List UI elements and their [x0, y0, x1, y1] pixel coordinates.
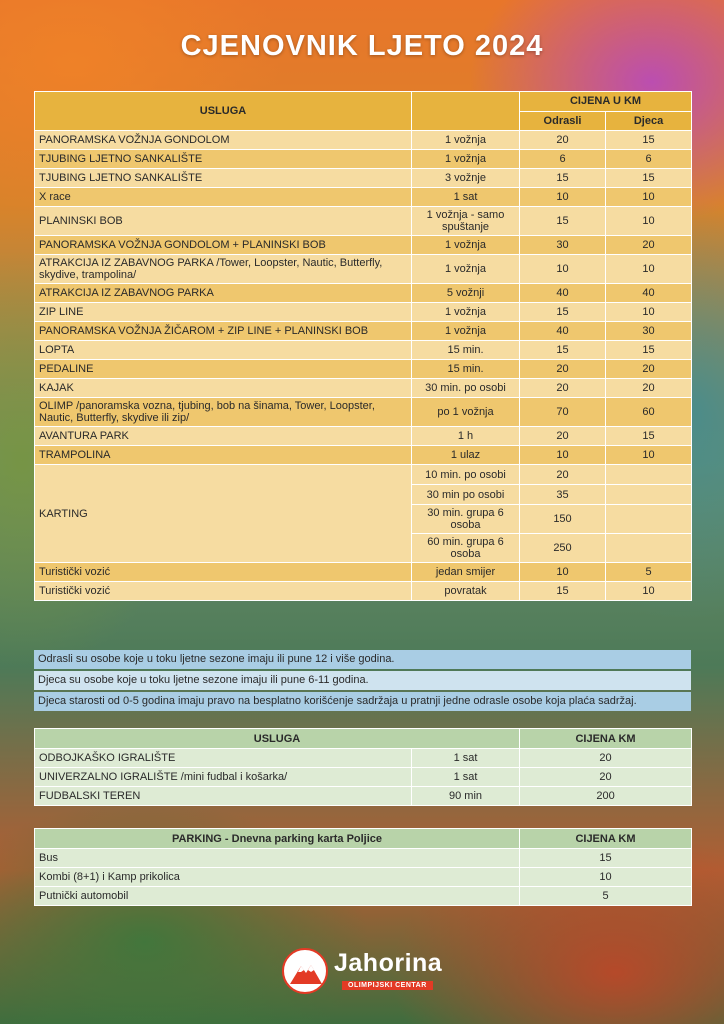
service-unit: 1 vožnja: [412, 303, 520, 322]
sports-header-price: CIJENA KM: [520, 729, 692, 749]
price-kids: 10: [606, 582, 692, 601]
karting-row: [35, 465, 692, 485]
price-adults: 10: [520, 255, 606, 284]
price-row: [35, 169, 692, 188]
service-unit: 90 min: [412, 787, 520, 806]
service-unit: 1 h: [412, 427, 520, 446]
service-unit: 1 vožnja: [412, 255, 520, 284]
sports-header-service: USLUGA: [35, 729, 520, 749]
sports-row: [35, 787, 692, 806]
service-name: ZIP LINE: [35, 303, 412, 322]
note-free-kids: Djeca starosti od 0-5 godina imaju pravo na besplatno korišćenje sadržaja u pratnji jedne odrasle osobe koja plaća sadržaj.: [34, 692, 691, 711]
vehicle-type: Bus: [35, 849, 520, 868]
price-row: [35, 379, 692, 398]
service-unit: 1 vožnja: [412, 131, 520, 150]
service-name: TRAMPOLINA: [35, 446, 412, 465]
price-kids: 20: [606, 379, 692, 398]
vehicle-type: Kombi (8+1) i Kamp prikolica: [35, 868, 520, 887]
service-unit: 1 ulaz: [412, 446, 520, 465]
header-unit: [412, 92, 520, 131]
price-row: [35, 303, 692, 322]
price-adults: 70: [520, 398, 606, 427]
service-unit: 1 vožnja: [412, 150, 520, 169]
price-adults: 20: [520, 465, 606, 485]
notes: [34, 650, 691, 713]
price-kids: 15: [606, 169, 692, 188]
logo-subtitle: OLIMPIJSKI CENTAR: [342, 981, 433, 990]
parking-header-service: PARKING - Dnevna parking karta Poljice: [35, 829, 520, 849]
price-row: [35, 188, 692, 207]
logo-name: Jahorina: [334, 949, 443, 977]
service-name: ODBOJKAŠKO IGRALIŠTE: [35, 749, 412, 768]
service-name: TJUBING LJETNO SANKALIŠTE: [35, 150, 412, 169]
price-kids: [606, 534, 692, 563]
price-adults: 40: [520, 284, 606, 303]
page-title: CJENOVNIK LJETO 2024: [180, 30, 544, 62]
price-row: [35, 236, 692, 255]
header-price: CIJENA U KM: [520, 92, 692, 112]
price-row: [35, 563, 692, 582]
service-unit: po 1 vožnja: [412, 398, 520, 427]
service-name: PANORAMSKA VOŽNJA ŽIČAROM + ZIP LINE + PLANINSKI BOB: [35, 322, 412, 341]
price-adults: 15: [520, 207, 606, 236]
price: 15: [520, 849, 692, 868]
price-row: [35, 150, 692, 169]
parking-price-table: [34, 828, 692, 906]
service-name: AVANTURA PARK: [35, 427, 412, 446]
price-adults: 15: [520, 582, 606, 601]
service-unit: 1 vožnja: [412, 236, 520, 255]
price-row: [35, 360, 692, 379]
price-kids: 10: [606, 303, 692, 322]
price-adults: 10: [520, 563, 606, 582]
service-name: PANORAMSKA VOŽNJA GONDOLOM + PLANINSKI BOB: [35, 236, 412, 255]
service-name: UNIVERZALNO IGRALIŠTE /mini fudbal i košarka/: [35, 768, 412, 787]
note-kids: Djeca su osobe koje u toku ljetne sezone imaju ili pune 6-11 godina.: [34, 671, 691, 690]
service-unit: 15 min.: [412, 341, 520, 360]
price-row: [35, 284, 692, 303]
service-unit: 1 sat: [412, 749, 520, 768]
price-kids: [606, 465, 692, 485]
service-name: PEDALINE: [35, 360, 412, 379]
price-adults: 10: [520, 446, 606, 465]
price-kids: 5: [606, 563, 692, 582]
service-unit: 1 sat: [412, 188, 520, 207]
service-name: ATRAKCIJA IZ ZABAVNOG PARKA: [35, 284, 412, 303]
price-row: [35, 341, 692, 360]
header-service: USLUGA: [35, 92, 412, 131]
service-unit: 1 vožnja: [412, 322, 520, 341]
price-row: [35, 446, 692, 465]
service-name: PANORAMSKA VOŽNJA GONDOLOM: [35, 131, 412, 150]
price: 20: [520, 749, 692, 768]
price: 200: [520, 787, 692, 806]
service-name: OLIMP /panoramska vozna, tjubing, bob na šinama, Tower, Loopster, Nautic, Butterfly, skydive ili zip/: [35, 398, 412, 427]
price-row: [35, 322, 692, 341]
price-kids: 20: [606, 360, 692, 379]
price-kids: 60: [606, 398, 692, 427]
service-unit: povratak: [412, 582, 520, 601]
service-unit: 5 vožnji: [412, 284, 520, 303]
price-kids: 6: [606, 150, 692, 169]
service-unit: 30 min. po osobi: [412, 379, 520, 398]
price-adults: 30: [520, 236, 606, 255]
price: 20: [520, 768, 692, 787]
price-adults: 15: [520, 169, 606, 188]
price: 10: [520, 868, 692, 887]
price-adults: 20: [520, 131, 606, 150]
service-name: TJUBING LJETNO SANKALIŠTE: [35, 169, 412, 188]
service-unit: 60 min. grupa 6 osoba: [412, 534, 520, 563]
price-adults: 35: [520, 485, 606, 505]
price-row: [35, 398, 692, 427]
mountain-logo-icon: [282, 948, 328, 994]
vehicle-type: Putnički automobil: [35, 887, 520, 906]
service-unit: 30 min. grupa 6 osoba: [412, 505, 520, 534]
sports-row: [35, 768, 692, 787]
service-name: LOPTA: [35, 341, 412, 360]
price-kids: 30: [606, 322, 692, 341]
parking-row: [35, 849, 692, 868]
price-adults: 15: [520, 303, 606, 322]
header-kids: Djeca: [606, 111, 692, 131]
price-adults: 6: [520, 150, 606, 169]
price-kids: 10: [606, 255, 692, 284]
price-kids: 20: [606, 236, 692, 255]
price-kids: [606, 485, 692, 505]
service-unit: 30 min po osobi: [412, 485, 520, 505]
service-name: X race: [35, 188, 412, 207]
price-kids: 10: [606, 188, 692, 207]
sports-row: [35, 749, 692, 768]
note-adults: Odrasli su osobe koje u toku ljetne sezone imaju ili pune 12 i više godina.: [34, 650, 691, 669]
service-unit: 10 min. po osobi: [412, 465, 520, 485]
price-adults: 150: [520, 505, 606, 534]
service-unit: 15 min.: [412, 360, 520, 379]
price-adults: 40: [520, 322, 606, 341]
summer-price-table: [34, 91, 692, 601]
jahorina-logo: [282, 945, 452, 1001]
service-name: PLANINSKI BOB: [35, 207, 412, 236]
price-row: [35, 582, 692, 601]
price-kids: 15: [606, 341, 692, 360]
service-name: ATRAKCIJA IZ ZABAVNOG PARKA /Tower, Loopster, Nautic, Butterfly, skydive, trampolina/: [35, 255, 412, 284]
service-unit: 3 vožnje: [412, 169, 520, 188]
price-adults: 20: [520, 379, 606, 398]
price-row: [35, 427, 692, 446]
price-kids: [606, 505, 692, 534]
service-unit: jedan smijer: [412, 563, 520, 582]
parking-row: [35, 887, 692, 906]
service-name: Turistički vozić: [35, 582, 412, 601]
price-row: [35, 131, 692, 150]
parking-row: [35, 868, 692, 887]
price-kids: 10: [606, 207, 692, 236]
price-adults: 250: [520, 534, 606, 563]
parking-header-price: CIJENA KM: [520, 829, 692, 849]
price-adults: 20: [520, 427, 606, 446]
service-name: FUDBALSKI TEREN: [35, 787, 412, 806]
price-kids: 40: [606, 284, 692, 303]
price: 5: [520, 887, 692, 906]
service-name: KARTING: [35, 465, 412, 563]
price-kids: 10: [606, 446, 692, 465]
price-kids: 15: [606, 131, 692, 150]
service-unit: 1 vožnja - samo spuštanje: [412, 207, 520, 236]
sports-price-table: [34, 728, 692, 806]
price-row: [35, 255, 692, 284]
price-adults: 20: [520, 360, 606, 379]
price-row: [35, 207, 692, 236]
header-adults: Odrasli: [520, 111, 606, 131]
service-unit: 1 sat: [412, 768, 520, 787]
price-kids: 15: [606, 427, 692, 446]
service-name: KAJAK: [35, 379, 412, 398]
service-name: Turistički vozić: [35, 563, 412, 582]
price-adults: 10: [520, 188, 606, 207]
price-adults: 15: [520, 341, 606, 360]
